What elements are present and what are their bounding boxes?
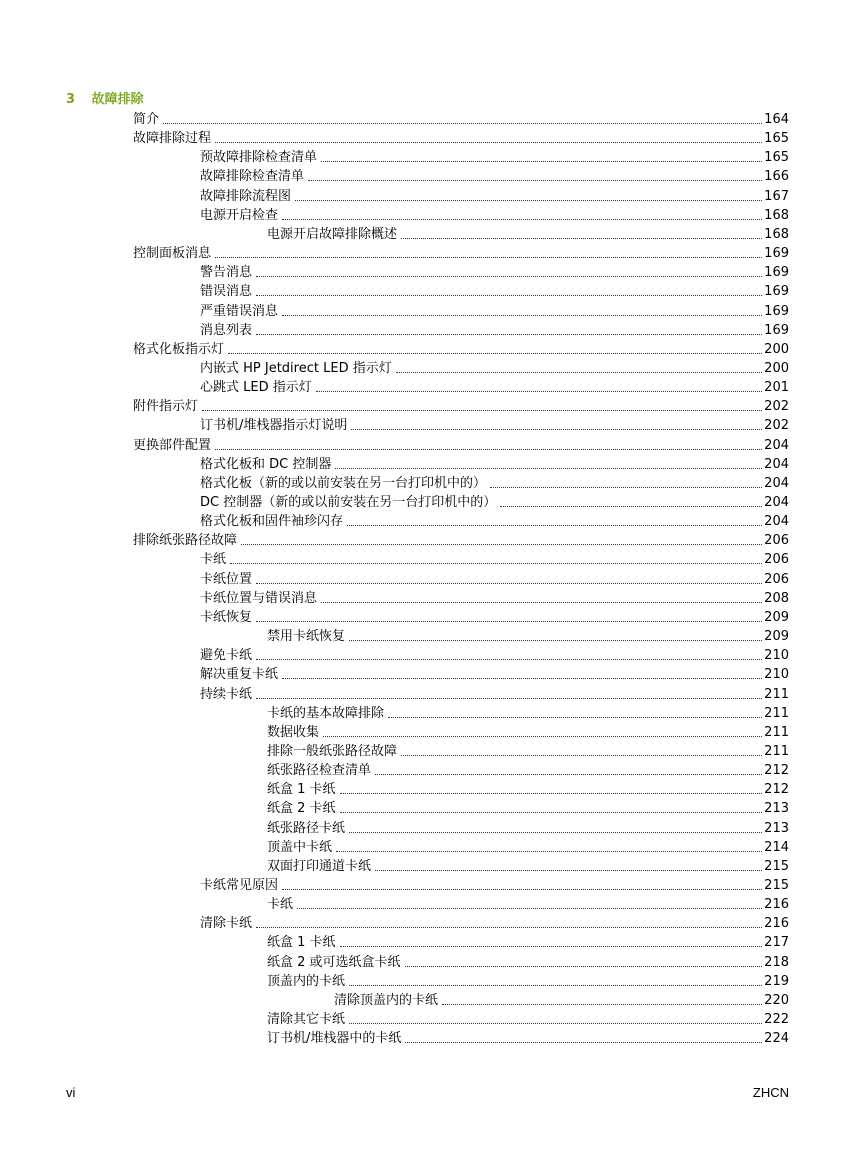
toc-entry-title: 纸盒 2 卡纸 xyxy=(267,801,336,817)
toc-entry[interactable] xyxy=(267,1008,789,1027)
toc-entry[interactable] xyxy=(200,587,789,606)
toc-entry[interactable] xyxy=(267,1027,789,1046)
toc-entry-page: 213 xyxy=(764,801,789,817)
toc-entry[interactable] xyxy=(267,817,789,836)
toc-entry-page: 213 xyxy=(764,820,789,836)
toc-entry[interactable] xyxy=(133,434,789,453)
toc-leader-dots xyxy=(230,562,762,564)
toc-leader-dots xyxy=(340,811,763,813)
toc-entry[interactable] xyxy=(200,300,789,319)
toc-entry[interactable] xyxy=(200,319,789,338)
toc-entry-title: 故障排除过程 xyxy=(133,131,212,147)
toc-entry-page: 204 xyxy=(764,475,789,491)
toc-entry-page: 219 xyxy=(764,973,789,989)
toc-entry-page: 168 xyxy=(764,207,789,223)
toc-leader-dots xyxy=(375,869,762,871)
toc-entry[interactable] xyxy=(200,912,789,931)
toc-entry-page: 215 xyxy=(764,878,789,893)
toc-entry-page: 169 xyxy=(764,284,789,300)
toc-entry[interactable] xyxy=(200,357,789,376)
toc-leader-dots xyxy=(500,505,762,507)
toc-entry[interactable] xyxy=(267,951,789,970)
toc-entry-page: 211 xyxy=(764,705,789,721)
toc-entry-title: 排除一般纸张路径故障 xyxy=(267,743,398,759)
toc-leader-dots xyxy=(401,237,762,239)
toc-entry-title: 顶盖中卡纸 xyxy=(267,839,333,855)
toc-leader-dots xyxy=(215,141,762,143)
toc-entry[interactable] xyxy=(267,625,789,644)
toc-entry[interactable] xyxy=(133,395,789,414)
toc-entry-title: DC 控制器（新的或以前安装在另一台打印机中的） xyxy=(200,495,497,510)
toc-entry-page: 169 xyxy=(764,303,789,319)
toc-entry-title: 清除顶盖内的卡纸 xyxy=(334,992,439,1008)
toc-leader-dots xyxy=(256,926,762,928)
toc-leader-dots xyxy=(282,888,762,890)
toc-entry[interactable] xyxy=(133,529,789,548)
toc-leader-dots xyxy=(256,333,762,335)
toc-entry[interactable] xyxy=(133,338,789,357)
toc-entry[interactable] xyxy=(267,970,789,989)
toc-entry[interactable] xyxy=(133,242,789,261)
toc-entry-page: 168 xyxy=(764,226,789,242)
toc-entry-title: 格式化板指示灯 xyxy=(133,341,225,357)
toc-entry-page: 220 xyxy=(764,992,789,1008)
toc-entry-title: 心跳式 LED 指示灯 xyxy=(200,380,312,396)
chapter-number: 3 xyxy=(66,92,76,107)
toc-leader-dots xyxy=(316,390,762,392)
toc-leader-dots xyxy=(442,1003,762,1005)
toc-entry-page: 204 xyxy=(764,437,789,453)
toc-entry-title: 严重错误消息 xyxy=(200,303,279,319)
toc-entry[interactable] xyxy=(200,663,789,682)
toc-entry-title: 消息列表 xyxy=(200,322,253,338)
toc-entry[interactable] xyxy=(267,893,789,912)
toc-entry-title: 更换部件配置 xyxy=(133,437,212,453)
toc-entry-title: 简介 xyxy=(133,112,160,127)
toc-entry-title: 错误消息 xyxy=(200,284,253,300)
toc-entry[interactable] xyxy=(200,453,789,472)
toc-entry-title: 清除卡纸 xyxy=(200,916,253,932)
toc-entry-page: 165 xyxy=(764,150,789,166)
toc-entry[interactable] xyxy=(200,261,789,280)
toc-entry-title: 双面打印通道卡纸 xyxy=(267,858,372,874)
toc-entry-title: 内嵌式 HP Jetdirect LED 指示灯 xyxy=(200,360,392,376)
toc-entry[interactable] xyxy=(200,606,789,625)
toc-entry[interactable] xyxy=(200,146,789,165)
toc-leader-dots xyxy=(282,677,762,679)
toc-leader-dots xyxy=(163,122,762,124)
toc-leader-dots xyxy=(295,199,762,201)
toc-entry-page: 212 xyxy=(764,782,789,798)
toc-entry-title: 禁用卡纸恢复 xyxy=(267,629,346,645)
toc-entry-page: 169 xyxy=(764,322,789,338)
toc-entry[interactable] xyxy=(133,127,789,146)
toc-leader-dots xyxy=(335,467,762,469)
toc-entry[interactable] xyxy=(200,683,789,702)
toc-leader-dots xyxy=(349,1022,762,1024)
toc-entry-page: 204 xyxy=(764,456,789,472)
toc-entry-page: 210 xyxy=(764,648,789,664)
toc-entry-page: 210 xyxy=(764,667,789,683)
chapter-heading xyxy=(66,88,144,107)
toc-entry[interactable] xyxy=(267,931,789,950)
toc-leader-dots xyxy=(375,773,762,775)
toc-entry[interactable] xyxy=(200,491,789,510)
toc-entry-title: 卡纸位置与错误消息 xyxy=(200,590,318,606)
toc-leader-dots xyxy=(228,352,762,354)
toc-leader-dots xyxy=(215,256,762,258)
toc-entry-page: 166 xyxy=(764,169,789,185)
toc-entry[interactable] xyxy=(267,836,789,855)
toc-entry-title: 警告消息 xyxy=(200,265,253,281)
toc-entry-title: 控制面板消息 xyxy=(133,246,212,262)
toc-leader-dots xyxy=(308,179,762,181)
toc-entry[interactable] xyxy=(200,414,789,433)
toc-entry[interactable] xyxy=(200,472,789,491)
toc-entry-title: 电源开启检查 xyxy=(200,207,279,223)
toc-entry[interactable] xyxy=(267,223,789,242)
toc-leader-dots xyxy=(396,371,762,373)
toc-entry[interactable] xyxy=(267,797,789,816)
toc-entry[interactable] xyxy=(267,702,789,721)
toc-entry[interactable] xyxy=(200,644,789,663)
toc-entry-page: 165 xyxy=(764,131,789,147)
toc-leader-dots xyxy=(256,620,762,622)
toc-entry-page: 204 xyxy=(764,514,789,530)
toc-entry-page: 206 xyxy=(764,533,789,549)
toc-entry-page: 200 xyxy=(764,360,789,376)
toc-entry-title: 预故障排除检查清单 xyxy=(200,150,318,166)
toc-entry-page: 222 xyxy=(764,1012,789,1028)
toc-leader-dots xyxy=(347,524,762,526)
toc-entry[interactable] xyxy=(200,376,789,395)
toc-leader-dots xyxy=(282,218,762,220)
toc-entry[interactable] xyxy=(200,548,789,567)
toc-entry-page: 202 xyxy=(764,418,789,434)
toc-entry-page: 209 xyxy=(764,609,789,625)
toc-entry-page: 204 xyxy=(764,495,789,510)
toc-leader-dots xyxy=(256,697,762,699)
toc-entry-title: 纸张路径卡纸 xyxy=(267,820,346,836)
toc-entry[interactable] xyxy=(200,874,789,893)
toc-entry-page: 209 xyxy=(764,629,789,645)
toc-entry-title: 避免卡纸 xyxy=(200,648,253,664)
toc-leader-dots xyxy=(282,314,762,316)
toc-entry-page: 167 xyxy=(764,188,789,204)
toc-leader-dots xyxy=(401,754,762,756)
toc-entry-title: 纸盒 1 卡纸 xyxy=(267,782,336,798)
toc-entry-title: 卡纸 xyxy=(200,552,227,568)
toc-entry-page: 216 xyxy=(764,916,789,932)
toc-leader-dots xyxy=(256,582,762,584)
toc-entry-page: 200 xyxy=(764,341,789,357)
toc-entry-page: 216 xyxy=(764,897,789,913)
toc-entry[interactable] xyxy=(267,778,789,797)
toc-entry-title: 故障排除流程图 xyxy=(200,188,292,204)
toc-entry-title: 卡纸常见原因 xyxy=(200,878,279,893)
toc-entry-title: 卡纸 xyxy=(267,897,294,913)
toc-entry-page: 169 xyxy=(764,265,789,281)
toc-entry[interactable] xyxy=(133,108,789,127)
toc-leader-dots xyxy=(323,735,762,737)
toc-entry[interactable] xyxy=(267,759,789,778)
chapter-title: 故障排除 xyxy=(91,92,144,107)
toc-leader-dots xyxy=(256,275,762,277)
toc-entry-title: 数据收集 xyxy=(267,724,320,740)
toc-entry-title: 卡纸恢复 xyxy=(200,609,253,625)
toc-entry-page: 211 xyxy=(764,743,789,759)
toc-leader-dots xyxy=(490,486,762,488)
toc-entry[interactable] xyxy=(267,855,789,874)
toc-entry-title: 格式化板（新的或以前安装在另一台打印机中的） xyxy=(200,475,487,491)
toc-entry[interactable] xyxy=(200,165,789,184)
toc-leader-dots xyxy=(349,639,762,641)
toc-entry-title: 附件指示灯 xyxy=(133,399,199,415)
toc-entry-title: 纸张路径检查清单 xyxy=(267,763,372,779)
toc-leader-dots xyxy=(351,428,762,430)
toc-entry-page: 218 xyxy=(764,954,789,970)
toc-entry[interactable] xyxy=(267,721,789,740)
toc-leader-dots xyxy=(388,716,762,718)
toc-entry-page: 224 xyxy=(764,1031,789,1047)
toc-entry-title: 清除其它卡纸 xyxy=(267,1012,346,1028)
page-number-footer: vi xyxy=(66,1085,76,1100)
toc-entry-page: 211 xyxy=(764,724,789,740)
toc-entry-title: 顶盖内的卡纸 xyxy=(267,973,346,989)
toc-entry-page: 212 xyxy=(764,763,789,779)
toc-entry-page: 201 xyxy=(764,380,789,396)
toc-entry-page: 211 xyxy=(764,686,789,702)
toc-entry-page: 214 xyxy=(764,839,789,855)
toc-leader-dots xyxy=(297,907,762,909)
toc-entry-page: 164 xyxy=(764,112,789,127)
toc-entry-title: 订书机/堆栈器中的卡纸 xyxy=(267,1031,402,1047)
toc-leader-dots xyxy=(405,965,763,967)
toc-entry-title: 格式化板和 DC 控制器 xyxy=(200,456,332,472)
toc-leader-dots xyxy=(202,409,762,411)
toc-entry[interactable] xyxy=(200,568,789,587)
toc-entry-title: 卡纸位置 xyxy=(200,571,253,587)
toc-entry[interactable] xyxy=(334,989,789,1008)
toc-leader-dots xyxy=(241,543,762,545)
toc-entry-title: 持续卡纸 xyxy=(200,686,253,702)
toc-entry-title: 电源开启故障排除概述 xyxy=(267,226,398,242)
toc-leader-dots xyxy=(256,658,762,660)
toc-leader-dots xyxy=(340,945,763,947)
toc-entry-title: 订书机/堆栈器指示灯说明 xyxy=(200,418,348,434)
toc-entry[interactable] xyxy=(200,280,789,299)
toc-leader-dots xyxy=(215,448,762,450)
toc-entry-page: 215 xyxy=(764,858,789,874)
toc-entry-page: 206 xyxy=(764,571,789,587)
toc-entry-page: 202 xyxy=(764,399,789,415)
toc-leader-dots xyxy=(349,984,762,986)
toc-leader-dots xyxy=(256,294,762,296)
toc-entry-page: 217 xyxy=(764,935,789,951)
toc-leader-dots xyxy=(340,792,763,794)
toc-leader-dots xyxy=(336,850,762,852)
toc-entry-title: 纸盒 2 或可选纸盒卡纸 xyxy=(267,954,401,970)
toc-entry[interactable] xyxy=(200,204,789,223)
toc-leader-dots xyxy=(321,160,762,162)
toc-entry[interactable] xyxy=(200,185,789,204)
toc-entry[interactable] xyxy=(267,740,789,759)
toc-entry-title: 纸盒 1 卡纸 xyxy=(267,935,336,951)
toc-leader-dots xyxy=(405,1041,762,1043)
language-code-footer: ZHCN xyxy=(752,1085,789,1100)
toc-entry-title: 故障排除检查清单 xyxy=(200,169,305,185)
toc-entry-title: 排除纸张路径故障 xyxy=(133,533,238,549)
toc-entry-page: 208 xyxy=(764,590,789,606)
toc-entry[interactable] xyxy=(200,510,789,529)
toc-entry-title: 格式化板和固件袖珍闪存 xyxy=(200,514,344,530)
toc-entry-page: 206 xyxy=(764,552,789,568)
toc-entry-page: 169 xyxy=(764,246,789,262)
toc-entry-title: 卡纸的基本故障排除 xyxy=(267,705,385,721)
toc-entry-title: 解决重复卡纸 xyxy=(200,667,279,683)
toc-leader-dots xyxy=(321,601,762,603)
toc-leader-dots xyxy=(349,831,762,833)
